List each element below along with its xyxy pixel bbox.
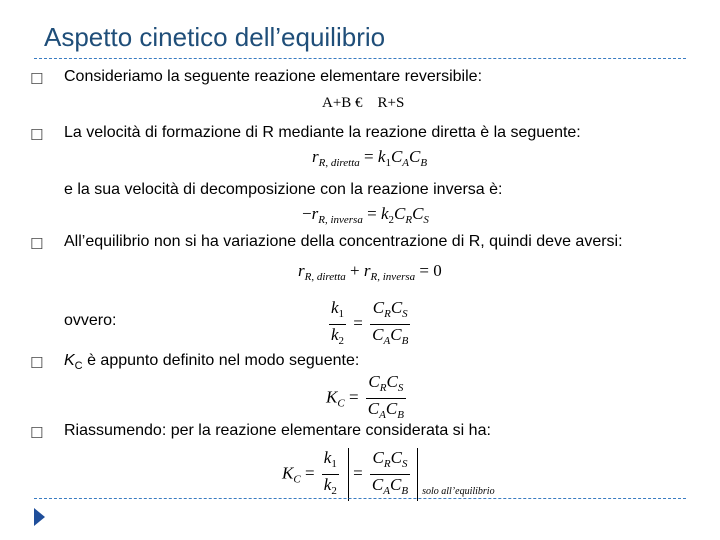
page-title: Aspetto cinetico dell’equilibrio [44, 22, 386, 52]
top-divider [34, 58, 686, 59]
inverse-rate-equation: $-r_{R, inversa} = k_2C_RC_S$ [302, 204, 429, 226]
bullet-icon: ☐ [30, 70, 44, 88]
equilibrium-note: solo all’equilibrio [422, 486, 495, 498]
bottom-divider [34, 498, 686, 499]
kc-definition-equation: $K_C$ = $\frac{C_RC_S}{C_AC_B}$ [326, 372, 404, 421]
bullet-text-5: Riassumendo: per la reazione elementare considerata si ha: [64, 422, 491, 439]
bullet-text-1: Consideriamo la seguente reazione elementare reversibile: [64, 68, 483, 85]
bullet-icon: ☐ [30, 354, 44, 372]
inverse-rate-text: e la sua velocità di decomposizione con la reazione inversa è: [64, 181, 503, 198]
equilibrium-equation: $r_{R, diretta} + r_{R, inversa} = 0$ [298, 261, 442, 283]
bullet-icon: ☐ [30, 424, 44, 442]
summary-equation: $K_C$ = $\frac{k_1}{k_2}$ = $\frac{C_RC_S}{C_AC_B}$ $_{solo all’equilibrio}$ [282, 448, 495, 501]
ratio-equation: $\frac{k_1}{k_2}$ = $\frac{C_RC_S}{C_AC_B}$ [331, 298, 409, 347]
bullet-text-2: La velocità di formazione di R mediante la reazione diretta è la seguente: [64, 124, 581, 141]
play-arrow-icon[interactable] [34, 508, 45, 526]
forward-rate-equation: $r_{R, diretta} = k_1C_AC_B$ [312, 147, 428, 169]
ovvero-text: ovvero: [64, 312, 117, 329]
reaction-equation: A+B € R+S [322, 95, 405, 111]
bullet-text-4: $K_C$ è appunto definito nel modo seguente: [64, 352, 360, 373]
bullet-text-3: All’equilibrio non si ha variazione della concentrazione di R, quindi deve aversi: [64, 233, 623, 250]
bullet-icon: ☐ [30, 126, 44, 144]
bullet-icon: ☐ [30, 235, 44, 253]
